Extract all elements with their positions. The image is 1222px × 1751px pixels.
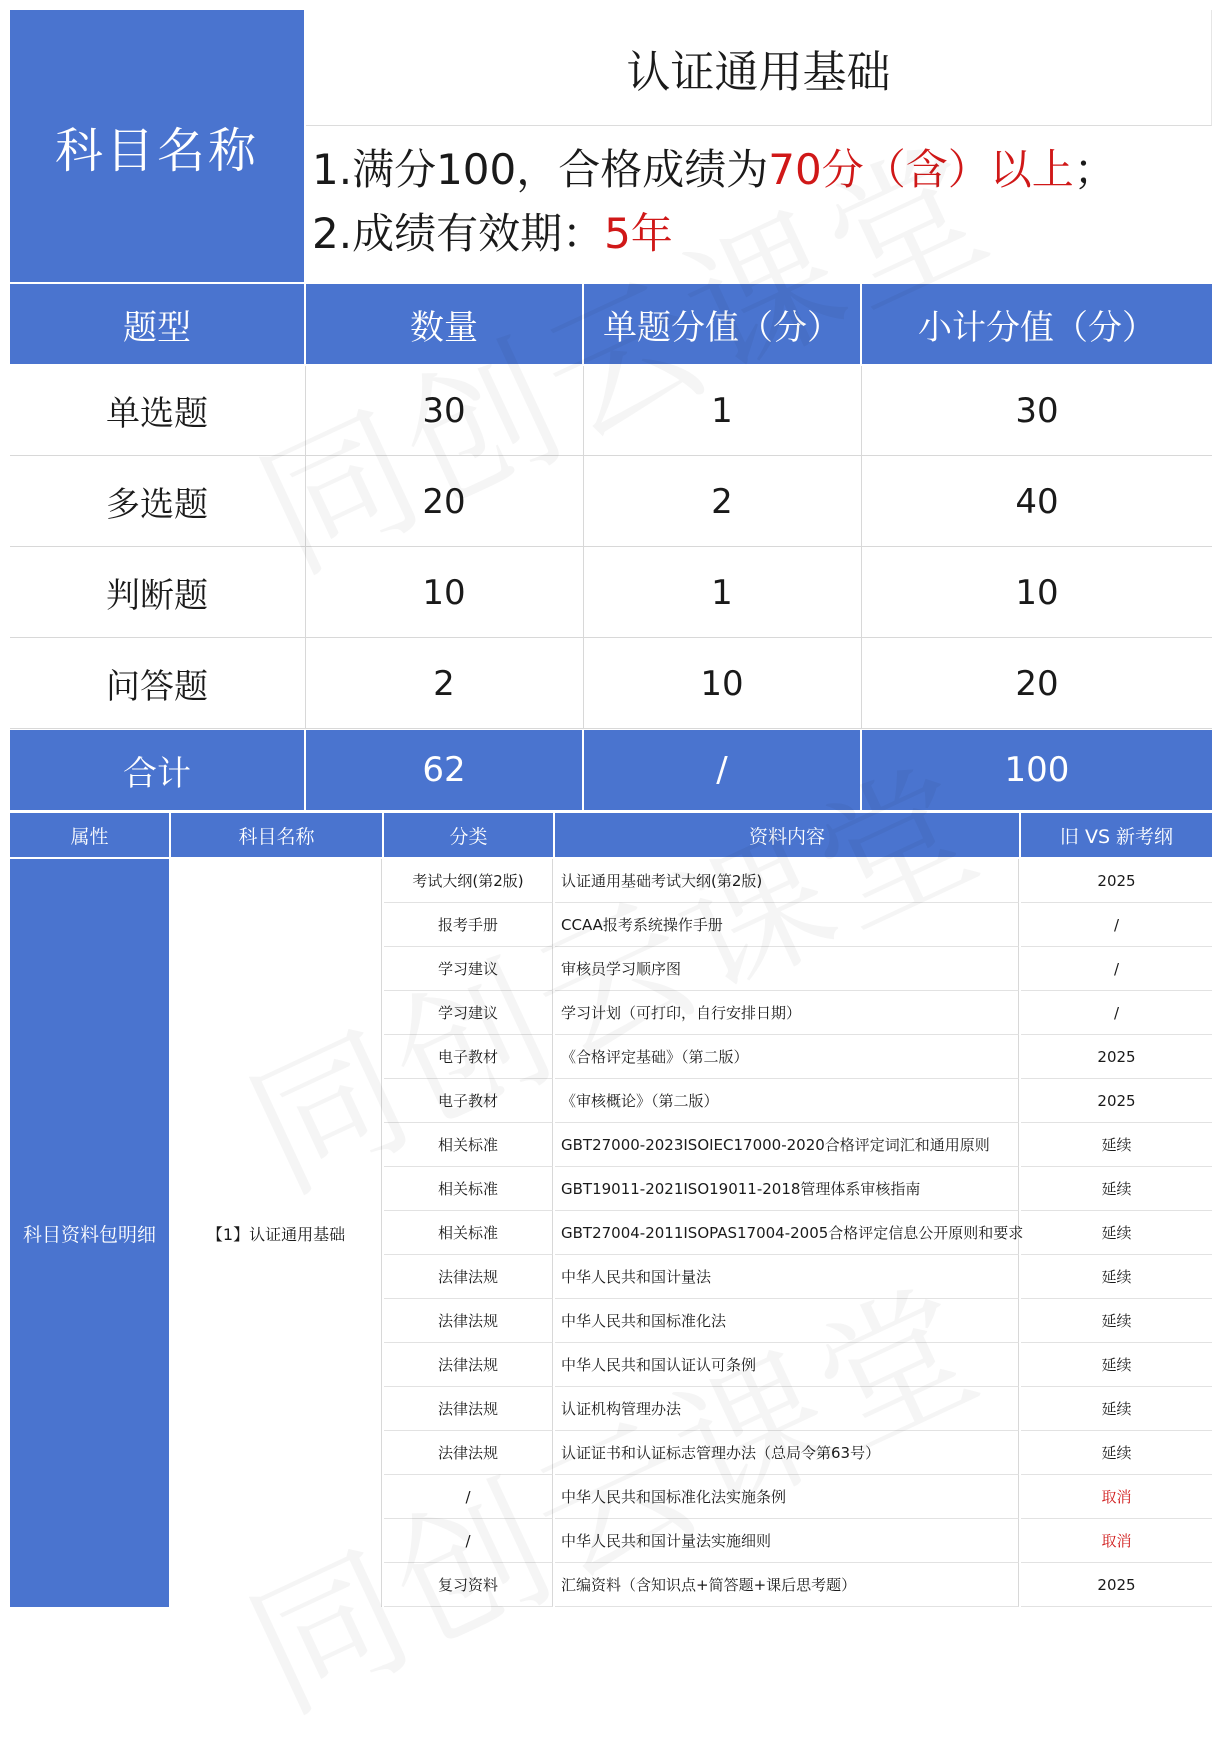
syllabus-status-cell: 延续 (1021, 1343, 1212, 1387)
attribute-cell: 科目资料包明细 (10, 859, 169, 1607)
content-cell: CCAA报考系统操作手册 (555, 903, 1019, 947)
content-cell: 审核员学习顺序图 (555, 947, 1019, 991)
score-value-cell: 10 (1015, 572, 1059, 613)
score-value-cell: 20 (422, 481, 466, 522)
validity-period: 5年 (604, 209, 673, 258)
category-cell: 考试大纲(第2版) (384, 859, 553, 903)
syllabus-status-cell: 延续 (1021, 1211, 1212, 1255)
score-value-cell: 10 (422, 572, 466, 613)
category-cell: 相关标准 (384, 1167, 553, 1211)
content-cell: 中华人民共和国认证认可条例 (555, 1343, 1019, 1387)
content-cell: 《审核概论》（第二版） (555, 1079, 1019, 1123)
score-value-cell: 20 (1015, 663, 1059, 704)
score-total-cell: / (584, 730, 860, 810)
score-value-cell: 10 (700, 663, 744, 704)
subject-label: 科目名称 (54, 122, 259, 179)
syllabus-status-cell: 取消 (1021, 1475, 1212, 1519)
content-cell: GBT19011-2021ISO19011-2018管理体系审核指南 (555, 1167, 1019, 1211)
category-cell: 法律法规 (384, 1387, 553, 1431)
syllabus-status-cell: / (1021, 991, 1212, 1035)
col-divider (861, 366, 862, 728)
syllabus-status-cell: 延续 (1021, 1299, 1212, 1343)
category-cell: / (384, 1519, 553, 1563)
col-divider (305, 366, 306, 728)
score-header-cell: 单题分值（分） (584, 284, 860, 364)
score-value-cell: 2 (711, 481, 733, 522)
row-divider (10, 546, 1212, 547)
syllabus-status-cell: 2025 (1021, 1563, 1212, 1607)
materials-header-cell: 旧 VS 新考纲 (1021, 813, 1212, 857)
score-value-cell: 1 (711, 572, 733, 613)
content-cell: 中华人民共和国标准化法 (555, 1299, 1019, 1343)
materials-header-cell: 科目名称 (171, 813, 382, 857)
content-cell: 中华人民共和国标准化法实施条例 (555, 1475, 1019, 1519)
row-divider (10, 455, 1212, 456)
score-header-cell: 数量 (306, 284, 582, 364)
syllabus-status-cell: 延续 (1021, 1123, 1212, 1167)
content-cell: 中华人民共和国计量法实施细则 (555, 1519, 1019, 1563)
syllabus-status-cell: / (1021, 947, 1212, 991)
category-cell: 学习建议 (384, 947, 553, 991)
category-cell: 报考手册 (384, 903, 553, 947)
subject-cell: 【1】认证通用基础 (171, 859, 382, 1607)
category-cell: 学习建议 (384, 991, 553, 1035)
category-cell: 电子教材 (384, 1035, 553, 1079)
materials-header-cell: 属性 (10, 813, 169, 857)
category-cell: 电子教材 (384, 1079, 553, 1123)
score-total-cell: 100 (862, 730, 1212, 810)
content-cell: 中华人民共和国计量法 (555, 1255, 1019, 1299)
category-cell: 复习资料 (384, 1563, 553, 1607)
category-cell: 法律法规 (384, 1255, 553, 1299)
score-total-cell: 62 (306, 730, 582, 810)
exam-notes (312, 138, 1212, 282)
content-cell: GBT27004-2011ISOPAS17004-2005合格评定信息公开原则和要求 (555, 1211, 1019, 1255)
subject-label-cell (10, 10, 304, 282)
subject-name: 认证通用基础 (626, 46, 891, 98)
syllabus-status-cell: 取消 (1021, 1519, 1212, 1563)
score-value-cell: 1 (711, 390, 733, 431)
question-type-cell: 判断题 (106, 576, 208, 616)
subject-name-cell (306, 10, 1212, 126)
score-total-cell: 合计 (10, 730, 304, 810)
content-cell: 认证机构管理办法 (555, 1387, 1019, 1431)
note-line-2: 2.成绩有效期：5年 (312, 209, 673, 258)
syllabus-status-cell: 2025 (1021, 1035, 1212, 1079)
content-cell: 认证证书和认证标志管理办法（总局令第63号） (555, 1431, 1019, 1475)
category-cell: 相关标准 (384, 1123, 553, 1167)
score-value-cell: 2 (433, 663, 455, 704)
syllabus-status-cell: 延续 (1021, 1255, 1212, 1299)
syllabus-status-cell: 延续 (1021, 1387, 1212, 1431)
content-cell: 汇编资料（含知识点+简答题+课后思考题） (555, 1563, 1019, 1607)
content-cell: 学习计划（可打印，自行安排日期） (555, 991, 1019, 1035)
score-header-cell: 小计分值（分） (862, 284, 1212, 364)
syllabus-status-cell: 延续 (1021, 1431, 1212, 1475)
question-type-cell: 多选题 (106, 485, 208, 525)
category-cell: 法律法规 (384, 1343, 553, 1387)
question-type-cell: 单选题 (106, 394, 208, 434)
score-value-cell: 40 (1015, 481, 1059, 522)
content-cell: 认证通用基础考试大纲(第2版) (555, 859, 1019, 903)
col-divider (583, 366, 584, 728)
category-cell: 相关标准 (384, 1211, 553, 1255)
row-divider (10, 637, 1212, 638)
materials-header-cell: 资料内容 (555, 813, 1019, 857)
materials-header-cell: 分类 (384, 813, 553, 857)
syllabus-status-cell: 延续 (1021, 1167, 1212, 1211)
score-header-cell: 题型 (10, 284, 304, 364)
score-value-cell: 30 (422, 390, 466, 431)
syllabus-status-cell: 2025 (1021, 1079, 1212, 1123)
syllabus-status-cell: 2025 (1021, 859, 1212, 903)
category-cell: / (384, 1475, 553, 1519)
row-divider (10, 728, 1212, 729)
score-value-cell: 30 (1015, 390, 1059, 431)
pass-score: 70分（含）以上 (768, 145, 1074, 194)
question-type-cell: 问答题 (106, 667, 208, 707)
syllabus-status-cell: / (1021, 903, 1212, 947)
category-cell: 法律法规 (384, 1431, 553, 1475)
note-line-1: 1.满分100，合格成绩为70分（含）以上； (312, 145, 1116, 194)
category-cell: 法律法规 (384, 1299, 553, 1343)
content-cell: 《合格评定基础》（第二版） (555, 1035, 1019, 1079)
content-cell: GBT27000-2023ISOIEC17000-2020合格评定词汇和通用原则 (555, 1123, 1019, 1167)
